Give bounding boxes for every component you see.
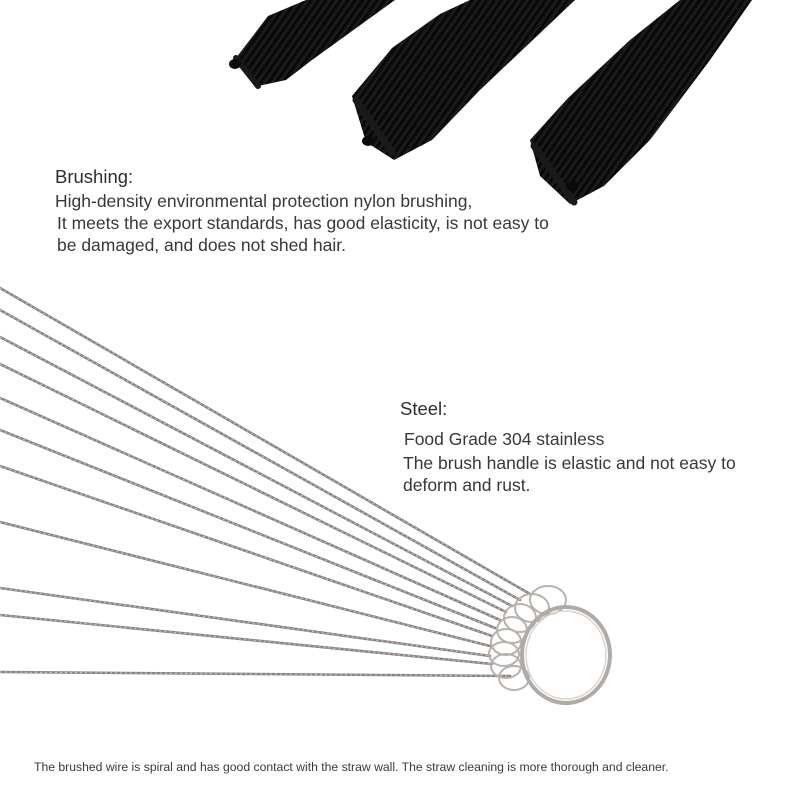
brushing-line-2: It meets the export standards, has good elasticity, is not easy to: [57, 213, 549, 233]
steel-section: [400, 398, 800, 496]
steel-line-2: deform and rust.: [403, 475, 531, 495]
brushing-section: [55, 166, 655, 256]
steel-heading: Steel:: [400, 398, 448, 419]
brush-head-left: [229, 0, 395, 86]
brushing-line-1: High-density environmental protection nylon brushing,: [55, 191, 473, 211]
steel-subheading: Food Grade 304 stainless: [404, 429, 605, 449]
steel-line-1: The brush handle is elastic and not easy to: [403, 453, 736, 473]
caption: The brushed wire is spiral and has good contact with the straw wall. The straw cleaning is more thorough and cleaner.: [34, 760, 669, 774]
brushing-line-3: be damaged, and does not shed hair.: [57, 235, 346, 255]
brushing-heading: Brushing:: [55, 166, 134, 187]
key-ring-icon: [522, 607, 610, 703]
